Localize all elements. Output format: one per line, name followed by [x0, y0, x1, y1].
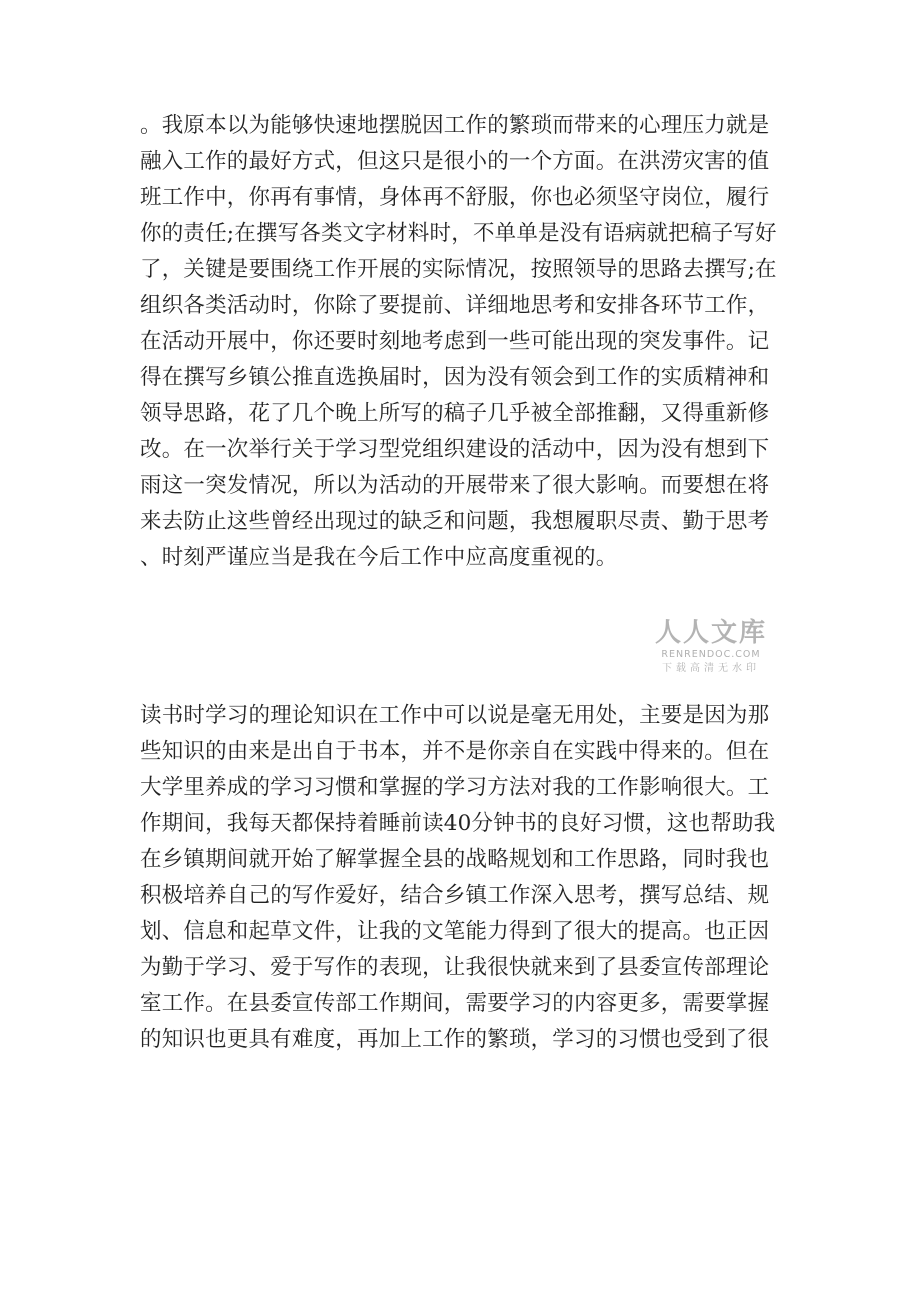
paragraph-1-line: 组织各类活动时，你除了要提前、详细地思考和安排各环节工作，: [140, 293, 770, 318]
paragraph-2-line: 作期间，我每天都保持着睡前读40分钟书的良好习惯，这也帮助我: [140, 811, 776, 836]
paragraph-1-line: 在活动开展中，你还要时刻地考虑到一些可能出现的突发事件。记: [140, 329, 770, 354]
paragraph-1-line: 。我原本以为能够快速地摆脱因工作的繁琐而带来的心理压力就是: [140, 113, 770, 138]
paragraph-1-line: 领导思路，花了几个晚上所写的稿子几乎被全部推翻，又得重新修: [140, 401, 770, 426]
paragraph-2-line: 些知识的由来是出自于书本，并不是你亲自在实践中得来的。但在: [140, 739, 770, 764]
paragraph-2-line: 积极培养自己的写作爱好，结合乡镇工作深入思考，撰写总结、规: [140, 883, 770, 908]
paragraph-2-line: 划、信息和起草文件，让我的文笔能力得到了很大的提高。也正因: [140, 919, 770, 944]
paragraph-1-line: 、时刻严谨应当是我在今后工作中应高度重视的。: [140, 545, 618, 570]
watermark: [646, 618, 776, 684]
paragraph-1-line: 得在撰写乡镇公推直选换届时，因为没有领会到工作的实质精神和: [140, 365, 770, 390]
paragraph-1-line: 雨这一突发情况，所以为活动的开展带来了很大影响。而要想在将: [140, 473, 770, 498]
paragraph-2-line: 为勤于学习、爱于写作的表现，让我很快就来到了县委宣传部理论: [140, 955, 770, 980]
paragraph-1-line: 你的责任;在撰写各类文字材料时，不单单是没有语病就把稿子写好: [140, 221, 777, 246]
paragraph-1-line: 融入工作的最好方式，但这只是很小的一个方面。在洪涝灾害的值: [140, 149, 770, 174]
watermark-domain-text: RENRENDOC.COM: [661, 649, 761, 660]
watermark-sub-text: 下载高清无水印: [662, 663, 760, 674]
watermark-logo-text: 人人文库: [654, 618, 767, 648]
paragraph-2-line: 大学里养成的学习习惯和掌握的学习方法对我的工作影响很大。工: [140, 775, 770, 800]
paragraph-1-line: 了，关键是要围绕工作开展的实际情况，按照领导的思路去撰写;在: [140, 257, 777, 282]
paragraph-2-line: 室工作。在县委宣传部工作期间，需要学习的内容更多，需要掌握: [140, 991, 770, 1016]
paragraph-1-line: 班工作中，你再有事情，身体再不舒服，你也必须坚守岗位，履行: [140, 185, 770, 210]
paragraph-2-line: 的知识也更具有难度，再加上工作的繁琐，学习的习惯也受到了很: [140, 1027, 770, 1052]
paragraph-2-line: 读书时学习的理论知识在工作中可以说是毫无用处，主要是因为那: [140, 703, 770, 728]
paragraph-2-line: 在乡镇期间就开始了解掌握全县的战略规划和工作思路，同时我也: [140, 847, 770, 872]
paragraph-1-line: 改。在一次举行关于学习型党组织建设的活动中，因为没有想到下: [140, 437, 770, 462]
paragraph-1-line: 来去防止这些曾经出现过的缺乏和问题，我想履职尽责、勤于思考: [140, 509, 770, 534]
